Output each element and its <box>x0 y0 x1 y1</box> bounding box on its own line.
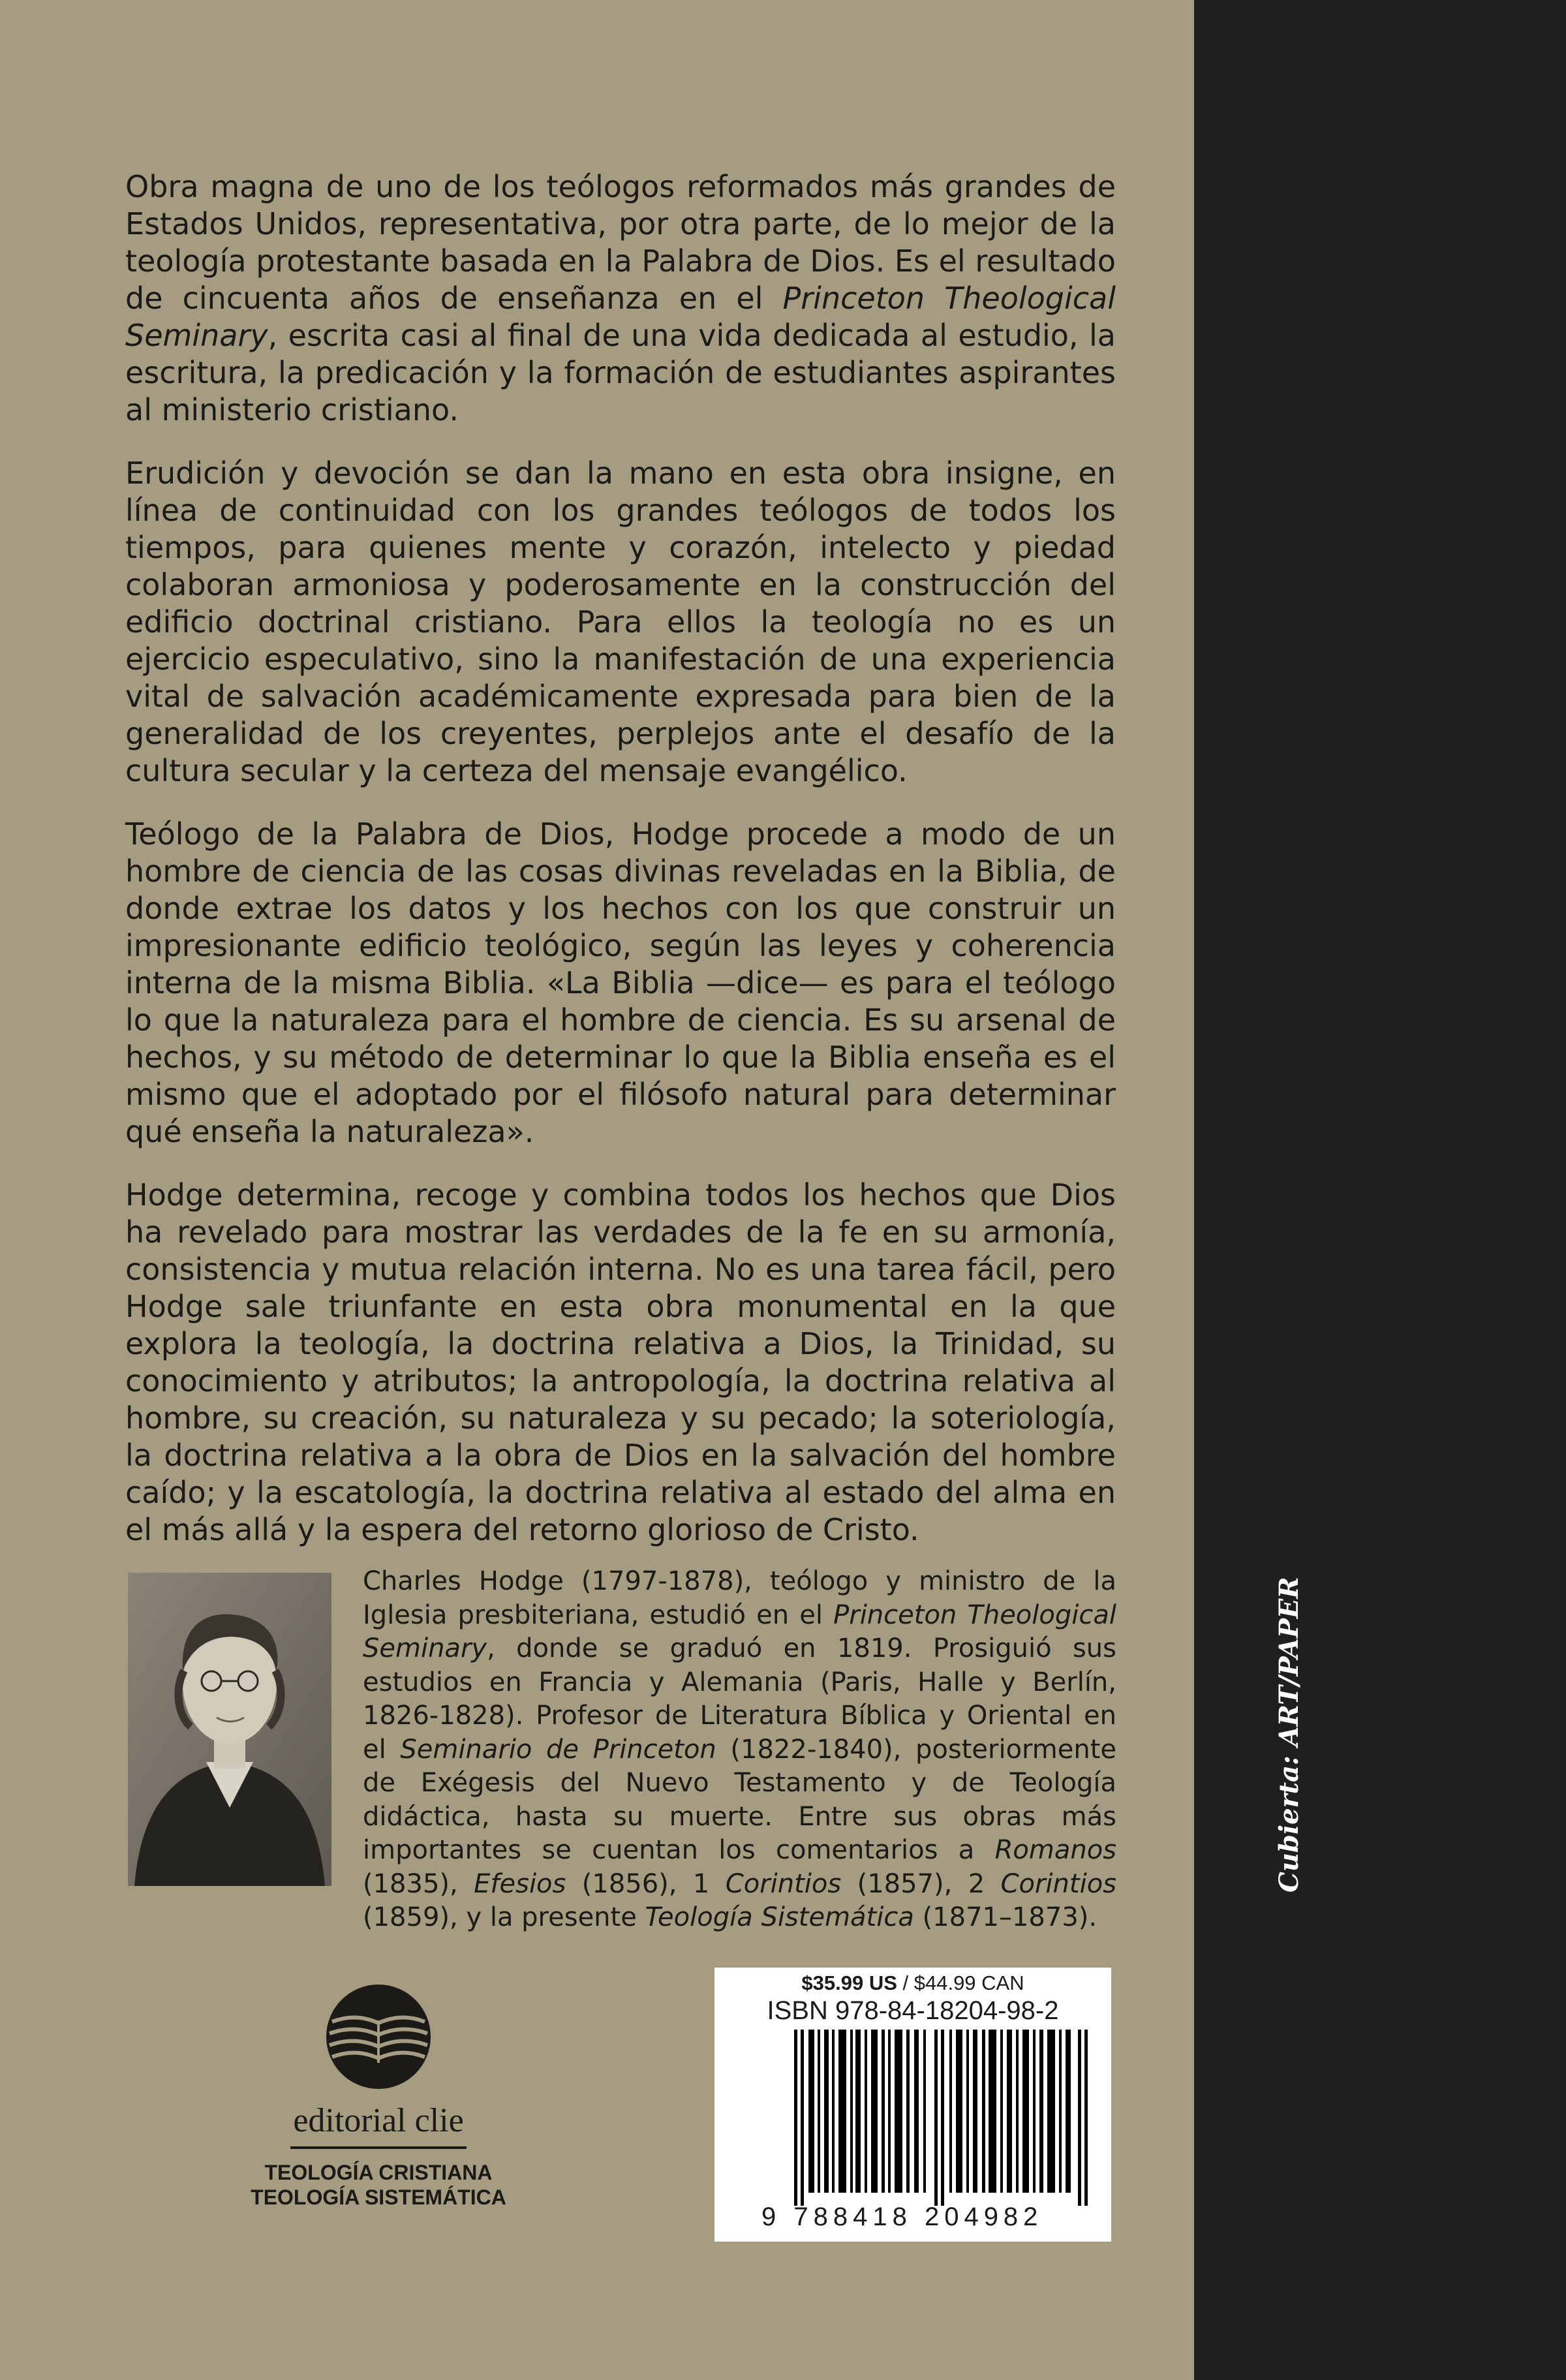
series-line-2: TEOLOGÍA SISTEMÁTICA <box>251 2186 506 2209</box>
series-line-1: TEOLOGÍA CRISTIANA <box>264 2161 493 2184</box>
barcode-digits: 9 788418 204982 <box>761 2202 1043 2231</box>
author-portrait <box>128 1573 331 1886</box>
blurb-paragraph-3: Teólogo de la Palabra de Dios, Hodge procede a modo de un hombre de ciencia de las cosas divinas reveladas en la Biblia, de donde extrae los datos y los hechos con los que construir un impresionante edificio teológico, según las leyes y coherencia interna de la misma Biblia. «La Biblia —dice— es para el teólogo lo que la naturaleza para el hombre de ciencia. Es su arsenal de hechos, y su método de determinar lo que la Biblia enseña es el mismo que el adoptado por el filósofo natural para determinar qué enseña la naturaleza». <box>125 816 1116 1149</box>
publisher-name: editorial clie <box>293 2102 464 2139</box>
isbn: ISBN 978-84-18204-98-2 <box>767 1996 1059 2025</box>
cover-credit: Cubierta: ART/PAPER <box>1274 1577 1304 1893</box>
blurb-paragraph-2: Erudición y devoción se dan la mano en esta obra insigne, en línea de continuidad con los grandes teólogos de todos los tiempos, para quienes mente y corazón, intelecto y piedad colaboran armoniosa y poderosamente en la construcción del edificio doctrinal cristiano. Para ellos la teología no es un ejercicio especulativo, sino la manifestación de una experiencia vital de salvación académicamente expresada para bien de la generalidad de los creyentes, perplejos ante el desafío de la cultura secular y la certeza del mensaje evangélico. <box>125 456 1116 788</box>
barcode <box>794 2030 1088 2206</box>
blurb-paragraph-4: Hodge determina, recoge y combina todos los hechos que Dios ha revelado para mostrar las verdades de la fe en su armonía, consistencia y mutua relación interna. No es una tarea fácil, pero Hodge sale triunfante en esta obra monumental en la que explora la teología, la doctrina relativa a Dios, la Trinidad, su conocimiento y atributos; la antropología, la doctrina relativa al hombre, su creación, su naturaleza y su pecado; la soteriología, la doctrina relativa a la obra de Dios en la salvación del hombre caído; y la escatología, la doctrina relativa al estado del alma en el más allá y la espera del retorno glorioso de Cristo. <box>125 1177 1116 1547</box>
barcode-box <box>714 1968 1111 2242</box>
spine <box>1194 0 1566 2380</box>
publisher-logo <box>281 1981 476 2149</box>
publisher-rule <box>290 2146 467 2149</box>
blurb <box>125 168 1116 1575</box>
price: $35.99 US / $44.99 CAN <box>801 1971 1024 1994</box>
blurb-paragraph-1: Obra magna de uno de los teólogos reformados más grandes de Estados Unidos, representativa, por otra parte, de lo mejor de la teología protestante basada en la Palabra de Dios. Es el resultado de cincuenta años de enseñanza en el Princeton Theological Seminary, escrita casi al final de una vida dedicada al estudio, la escritura, la predicación y la formación de estudiantes aspirantes al ministerio cristiano. <box>125 169 1116 427</box>
series-labels <box>235 2160 522 2210</box>
open-book-icon <box>323 1981 434 2092</box>
author-bio: Charles Hodge (1797-1878), teólogo y ministro de la Iglesia presbiteriana, estudió en el Princeton Theological Seminary, donde se graduó en 1819. Prosiguió sus estudios en Francia y Alemania (Paris, Halle y Berlín, 1826-1828). Profesor de Literatura Bíblica y Oriental en el Seminario de Princeton (1822-1840), posteriormente de Exégesis del Nuevo Testamento y de Teología didáctica, hasta su muerte. Entre sus obras más importantes se cuentan los comentarios a Romanos (1835), Efesios (1856), 1 Corintios (1857), 2 Corintios (1859), y la presente Teología Sistemática (1871–1873). <box>363 1566 1117 1932</box>
